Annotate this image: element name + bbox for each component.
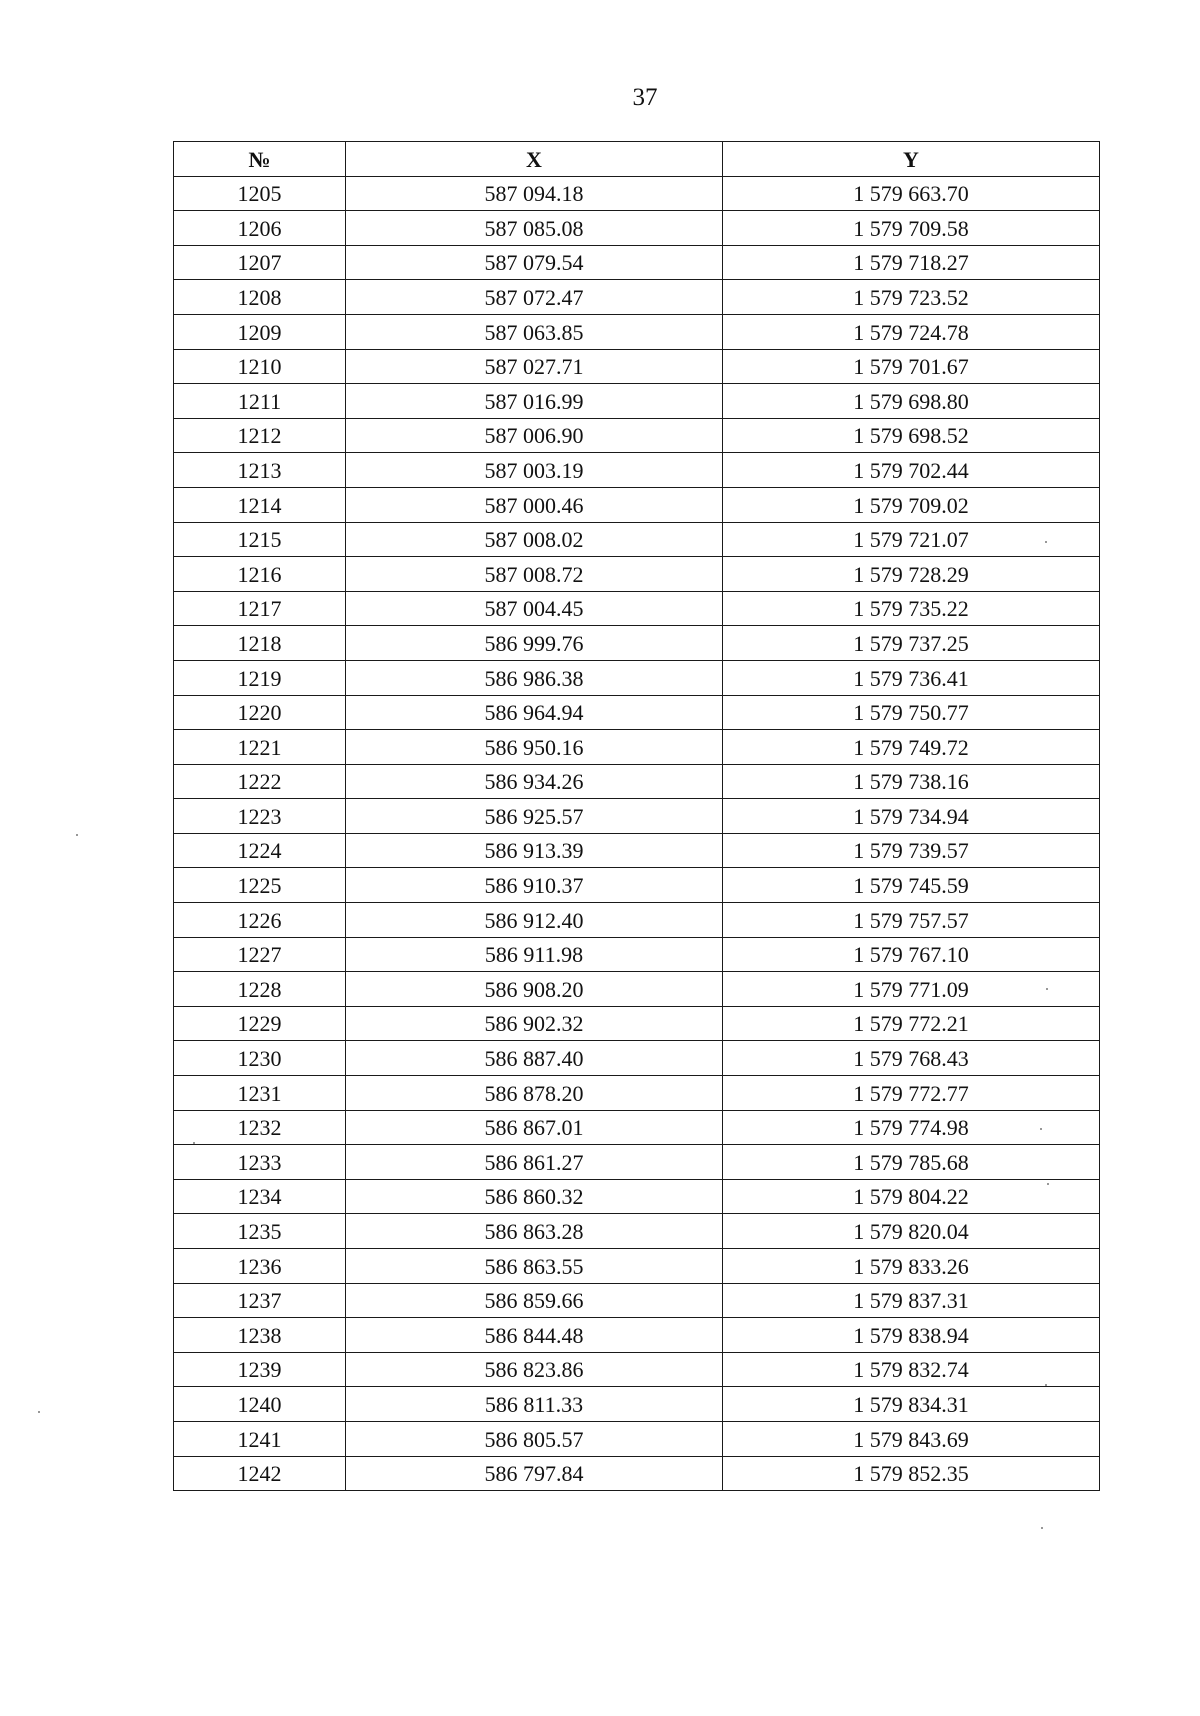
cell-x: 586 934.26 <box>346 764 723 799</box>
table-row <box>174 833 1100 868</box>
cell-number: 1224 <box>174 833 346 868</box>
table-row <box>174 487 1100 522</box>
cell-y: 1 579 838.94 <box>723 1318 1100 1353</box>
cell-number: 1218 <box>174 626 346 661</box>
cell-x: 587 000.46 <box>346 487 723 522</box>
cell-y: 1 579 723.52 <box>723 280 1100 315</box>
cell-y: 1 579 739.57 <box>723 833 1100 868</box>
cell-number: 1221 <box>174 730 346 765</box>
cell-y: 1 579 698.52 <box>723 418 1100 453</box>
cell-x: 587 063.85 <box>346 314 723 349</box>
cell-number: 1227 <box>174 937 346 972</box>
table-row <box>174 557 1100 592</box>
cell-number: 1222 <box>174 764 346 799</box>
cell-y: 1 579 701.67 <box>723 349 1100 384</box>
cell-y: 1 579 724.78 <box>723 314 1100 349</box>
scan-speck <box>76 834 78 836</box>
cell-x: 586 811.33 <box>346 1387 723 1422</box>
cell-x: 587 008.72 <box>346 557 723 592</box>
scan-speck <box>1045 1384 1047 1386</box>
cell-number: 1208 <box>174 280 346 315</box>
cell-x: 586 863.55 <box>346 1249 723 1284</box>
table-row <box>174 1318 1100 1353</box>
cell-x: 586 908.20 <box>346 972 723 1007</box>
cell-number: 1207 <box>174 245 346 280</box>
cell-y: 1 579 698.80 <box>723 384 1100 419</box>
cell-x: 586 859.66 <box>346 1283 723 1318</box>
cell-y: 1 579 757.57 <box>723 903 1100 938</box>
table-row <box>174 626 1100 661</box>
cell-x: 586 863.28 <box>346 1214 723 1249</box>
table-row <box>174 903 1100 938</box>
table-row <box>174 349 1100 384</box>
coordinates-table <box>173 141 1100 1491</box>
table-row <box>174 972 1100 1007</box>
cell-y: 1 579 785.68 <box>723 1145 1100 1180</box>
cell-number: 1206 <box>174 211 346 246</box>
cell-x: 586 964.94 <box>346 695 723 730</box>
cell-number: 1237 <box>174 1283 346 1318</box>
table-row <box>174 1006 1100 1041</box>
cell-number: 1240 <box>174 1387 346 1422</box>
cell-y: 1 579 837.31 <box>723 1283 1100 1318</box>
cell-y: 1 579 709.58 <box>723 211 1100 246</box>
cell-number: 1231 <box>174 1076 346 1111</box>
cell-y: 1 579 774.98 <box>723 1110 1100 1145</box>
cell-number: 1213 <box>174 453 346 488</box>
table-row <box>174 799 1100 834</box>
cell-number: 1212 <box>174 418 346 453</box>
cell-x: 587 079.54 <box>346 245 723 280</box>
table-row <box>174 1456 1100 1491</box>
scan-speck <box>1040 1128 1042 1130</box>
scan-speck <box>1041 1527 1043 1529</box>
scan-speck <box>38 1411 40 1413</box>
cell-number: 1229 <box>174 1006 346 1041</box>
cell-x: 586 860.32 <box>346 1179 723 1214</box>
cell-number: 1216 <box>174 557 346 592</box>
cell-number: 1223 <box>174 799 346 834</box>
cell-y: 1 579 745.59 <box>723 868 1100 903</box>
cell-y: 1 579 721.07 <box>723 522 1100 557</box>
cell-x: 586 867.01 <box>346 1110 723 1145</box>
cell-y: 1 579 709.02 <box>723 487 1100 522</box>
cell-number: 1233 <box>174 1145 346 1180</box>
cell-x: 586 911.98 <box>346 937 723 972</box>
table-row <box>174 1076 1100 1111</box>
table-row <box>174 418 1100 453</box>
cell-number: 1211 <box>174 384 346 419</box>
table-row <box>174 176 1100 211</box>
column-header-number: № <box>174 142 346 177</box>
cell-number: 1209 <box>174 314 346 349</box>
cell-y: 1 579 804.22 <box>723 1179 1100 1214</box>
cell-x: 586 878.20 <box>346 1076 723 1111</box>
cell-number: 1232 <box>174 1110 346 1145</box>
cell-y: 1 579 738.16 <box>723 764 1100 799</box>
cell-x: 587 016.99 <box>346 384 723 419</box>
cell-x: 587 003.19 <box>346 453 723 488</box>
cell-y: 1 579 771.09 <box>723 972 1100 1007</box>
cell-y: 1 579 750.77 <box>723 695 1100 730</box>
cell-y: 1 579 772.21 <box>723 1006 1100 1041</box>
table-row <box>174 868 1100 903</box>
cell-x: 586 805.57 <box>346 1421 723 1456</box>
cell-x: 586 887.40 <box>346 1041 723 1076</box>
table-row <box>174 1041 1100 1076</box>
cell-number: 1217 <box>174 591 346 626</box>
table-row <box>174 1249 1100 1284</box>
table-row <box>174 1145 1100 1180</box>
cell-number: 1234 <box>174 1179 346 1214</box>
column-header-y: Y <box>723 142 1100 177</box>
cell-number: 1215 <box>174 522 346 557</box>
cell-y: 1 579 852.35 <box>723 1456 1100 1491</box>
table-row <box>174 1179 1100 1214</box>
cell-x: 586 844.48 <box>346 1318 723 1353</box>
table-header-row <box>174 142 1100 177</box>
table-row <box>174 660 1100 695</box>
cell-y: 1 579 718.27 <box>723 245 1100 280</box>
cell-x: 587 094.18 <box>346 176 723 211</box>
scan-speck <box>1046 988 1048 990</box>
cell-x: 587 004.45 <box>346 591 723 626</box>
table-row <box>174 453 1100 488</box>
table-row <box>174 522 1100 557</box>
cell-y: 1 579 820.04 <box>723 1214 1100 1249</box>
table-row <box>174 384 1100 419</box>
cell-x: 586 823.86 <box>346 1352 723 1387</box>
cell-y: 1 579 736.41 <box>723 660 1100 695</box>
page-number: 37 <box>632 84 658 111</box>
cell-y: 1 579 772.77 <box>723 1076 1100 1111</box>
scan-speck <box>1045 541 1047 543</box>
table-row <box>174 1352 1100 1387</box>
cell-x: 587 008.02 <box>346 522 723 557</box>
table-row <box>174 937 1100 972</box>
cell-number: 1210 <box>174 349 346 384</box>
cell-y: 1 579 734.94 <box>723 799 1100 834</box>
cell-y: 1 579 663.70 <box>723 176 1100 211</box>
cell-y: 1 579 735.22 <box>723 591 1100 626</box>
cell-x: 587 085.08 <box>346 211 723 246</box>
cell-number: 1228 <box>174 972 346 1007</box>
cell-number: 1220 <box>174 695 346 730</box>
table-row <box>174 1387 1100 1422</box>
table-row <box>174 1110 1100 1145</box>
cell-number: 1205 <box>174 176 346 211</box>
cell-x: 586 913.39 <box>346 833 723 868</box>
cell-y: 1 579 833.26 <box>723 1249 1100 1284</box>
cell-number: 1236 <box>174 1249 346 1284</box>
table-body <box>174 176 1100 1491</box>
cell-y: 1 579 728.29 <box>723 557 1100 592</box>
table-row <box>174 245 1100 280</box>
cell-number: 1239 <box>174 1352 346 1387</box>
table-row <box>174 314 1100 349</box>
cell-number: 1230 <box>174 1041 346 1076</box>
cell-y: 1 579 702.44 <box>723 453 1100 488</box>
cell-y: 1 579 843.69 <box>723 1421 1100 1456</box>
cell-number: 1225 <box>174 868 346 903</box>
cell-y: 1 579 767.10 <box>723 937 1100 972</box>
cell-number: 1226 <box>174 903 346 938</box>
cell-x: 586 910.37 <box>346 868 723 903</box>
cell-x: 586 902.32 <box>346 1006 723 1041</box>
cell-y: 1 579 749.72 <box>723 730 1100 765</box>
table-row <box>174 591 1100 626</box>
cell-x: 586 999.76 <box>346 626 723 661</box>
column-header-x: X <box>346 142 723 177</box>
table-row <box>174 1214 1100 1249</box>
table-row <box>174 730 1100 765</box>
cell-number: 1219 <box>174 660 346 695</box>
table-row <box>174 280 1100 315</box>
cell-y: 1 579 768.43 <box>723 1041 1100 1076</box>
scan-speck <box>1047 1183 1049 1185</box>
cell-x: 587 027.71 <box>346 349 723 384</box>
cell-number: 1241 <box>174 1421 346 1456</box>
cell-x: 586 986.38 <box>346 660 723 695</box>
cell-x: 587 006.90 <box>346 418 723 453</box>
table-row <box>174 764 1100 799</box>
cell-number: 1214 <box>174 487 346 522</box>
table-row <box>174 1421 1100 1456</box>
cell-y: 1 579 834.31 <box>723 1387 1100 1422</box>
cell-x: 586 912.40 <box>346 903 723 938</box>
cell-x: 586 925.57 <box>346 799 723 834</box>
cell-y: 1 579 737.25 <box>723 626 1100 661</box>
cell-y: 1 579 832.74 <box>723 1352 1100 1387</box>
cell-number: 1242 <box>174 1456 346 1491</box>
cell-number: 1235 <box>174 1214 346 1249</box>
table-row <box>174 211 1100 246</box>
cell-x: 587 072.47 <box>346 280 723 315</box>
table-row <box>174 1283 1100 1318</box>
scan-speck <box>193 1142 195 1144</box>
cell-x: 586 861.27 <box>346 1145 723 1180</box>
cell-x: 586 950.16 <box>346 730 723 765</box>
cell-number: 1238 <box>174 1318 346 1353</box>
cell-x: 586 797.84 <box>346 1456 723 1491</box>
table-row <box>174 695 1100 730</box>
